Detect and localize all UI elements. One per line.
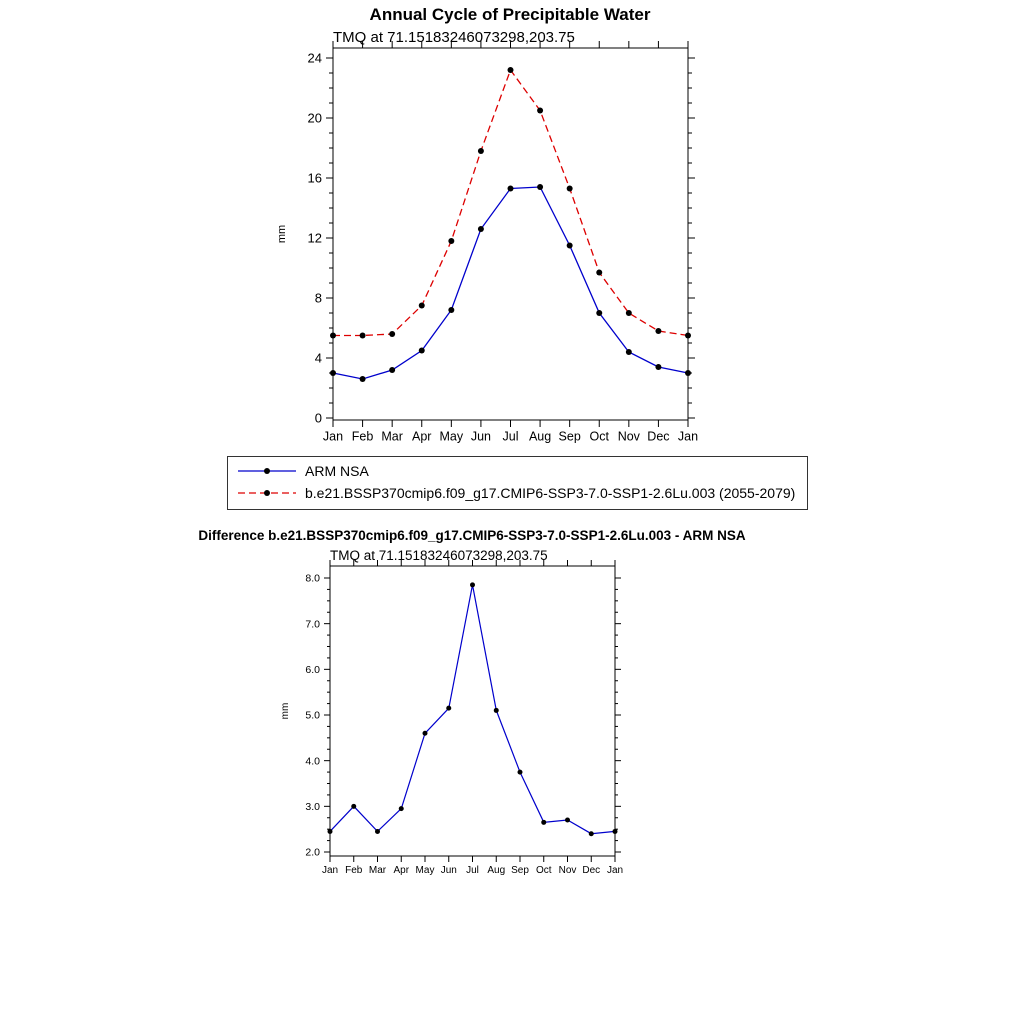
x-tick-label: Dec	[582, 865, 601, 876]
x-tick-label: Dec	[647, 429, 670, 444]
y-tick-label: 4.0	[305, 755, 320, 768]
y-tick-label: 6.0	[305, 664, 320, 677]
data-point-marker	[419, 303, 425, 309]
axes-frame	[324, 560, 621, 862]
annual-cycle-plot	[245, 40, 715, 454]
data-point-marker	[360, 376, 366, 382]
series-line-0	[330, 585, 615, 834]
legend-line-sample-icon	[236, 464, 298, 478]
x-tick-label: Apr	[393, 865, 410, 876]
data-point-marker	[375, 829, 380, 834]
legend-label: ARM NSA	[305, 463, 369, 479]
x-tick-label: Jan	[677, 429, 699, 444]
data-point-marker	[655, 328, 661, 334]
x-tick-label: Nov	[617, 429, 640, 444]
data-point-marker	[596, 270, 602, 276]
y-tick-label: 3.0	[305, 801, 320, 814]
x-tick-label: May	[439, 429, 464, 444]
data-point-marker	[613, 829, 618, 834]
data-point-marker	[508, 67, 514, 73]
data-point-marker	[565, 818, 570, 823]
axes-frame	[326, 41, 695, 427]
data-point-marker	[446, 706, 451, 711]
data-point-marker	[389, 367, 395, 373]
data-point-marker	[399, 806, 404, 811]
data-point-marker	[537, 108, 543, 114]
x-tick-label: Oct	[535, 865, 552, 876]
difference-subtitle: TMQ at 71.15183246073298,203.75	[330, 548, 548, 563]
data-point-marker	[596, 310, 602, 316]
data-point-marker	[330, 370, 336, 376]
x-tick-label: Sep	[511, 865, 529, 876]
legend-line-sample-icon	[236, 486, 298, 500]
difference-plot	[250, 558, 670, 879]
y-axis-label: mm	[276, 224, 288, 244]
x-tick-label: Oct	[589, 429, 609, 444]
x-tick-label: Apr	[412, 429, 432, 444]
y-tick-label: 24	[307, 50, 322, 66]
data-point-marker	[328, 829, 333, 834]
x-tick-label: Jan	[322, 429, 344, 444]
data-point-marker	[626, 310, 632, 316]
x-tick-label: Sep	[558, 429, 581, 444]
data-point-marker	[518, 770, 523, 775]
x-tick-label: Jun	[470, 429, 491, 444]
x-tick-label: Jul	[466, 865, 479, 876]
data-point-marker	[448, 238, 454, 244]
difference-title: Difference b.e21.BSSP370cmip6.f09_g17.CMIP6-SSP3-7.0-SSP1-2.6Lu.003 - ARM NSA	[198, 528, 746, 543]
data-point-marker	[508, 186, 514, 192]
x-tick-label: Feb	[345, 865, 363, 876]
y-tick-label: 16	[307, 170, 322, 186]
legend-label: b.e21.BSSP370cmip6.f09_g17.CMIP6-SSP3-7.0-SSP1-2.6Lu.003 (2055-2079)	[305, 485, 796, 501]
y-tick-label: 7.0	[305, 618, 320, 631]
x-tick-label: Feb	[351, 429, 374, 444]
y-tick-label: 5.0	[305, 709, 320, 722]
data-point-marker	[626, 349, 632, 355]
data-point-marker	[655, 364, 661, 370]
y-tick-label: 8.0	[305, 572, 320, 585]
x-tick-label: Mar	[368, 865, 387, 876]
data-point-marker	[478, 148, 484, 154]
x-tick-label: Jan	[606, 865, 624, 876]
y-tick-label: 0	[314, 410, 322, 426]
data-point-marker	[685, 370, 691, 376]
data-point-marker	[537, 184, 543, 190]
data-point-marker	[448, 307, 454, 313]
legend-item	[236, 460, 795, 482]
data-point-marker	[567, 243, 573, 249]
x-tick-label: Aug	[487, 865, 506, 876]
annual-cycle-title: Annual Cycle of Precipitable Water	[369, 5, 651, 24]
data-point-marker	[419, 348, 425, 354]
y-tick-label: 4	[314, 350, 322, 366]
data-point-marker	[494, 708, 499, 713]
annual-cycle-subtitle: TMQ at 71.15183246073298,203.75	[333, 29, 575, 46]
y-tick-label: 20	[307, 110, 322, 126]
series-line-1	[333, 70, 688, 336]
data-point-marker	[360, 333, 366, 339]
x-tick-label: Mar	[381, 429, 403, 444]
series-line-0	[333, 187, 688, 379]
data-point-marker	[685, 333, 691, 339]
x-tick-label: Nov	[558, 865, 577, 876]
x-tick-label: Aug	[528, 429, 552, 444]
data-point-marker	[470, 582, 475, 587]
data-point-marker	[351, 804, 356, 809]
x-tick-label: Jan	[321, 865, 339, 876]
legend-box	[227, 456, 808, 510]
y-axis-label: mm	[280, 702, 291, 720]
data-point-marker	[330, 333, 336, 339]
x-tick-label: May	[415, 865, 435, 876]
data-point-marker	[567, 186, 573, 192]
y-tick-label: 8	[314, 290, 322, 306]
data-point-marker	[389, 331, 395, 337]
x-tick-label: Jun	[440, 865, 457, 876]
data-point-marker	[541, 820, 546, 825]
data-point-marker	[423, 731, 428, 736]
y-tick-label: 2.0	[305, 846, 320, 859]
y-tick-label: 12	[307, 230, 322, 246]
x-tick-label: Jul	[502, 429, 519, 444]
data-point-marker	[478, 226, 484, 232]
data-point-marker	[589, 831, 594, 836]
legend-item	[236, 482, 795, 504]
